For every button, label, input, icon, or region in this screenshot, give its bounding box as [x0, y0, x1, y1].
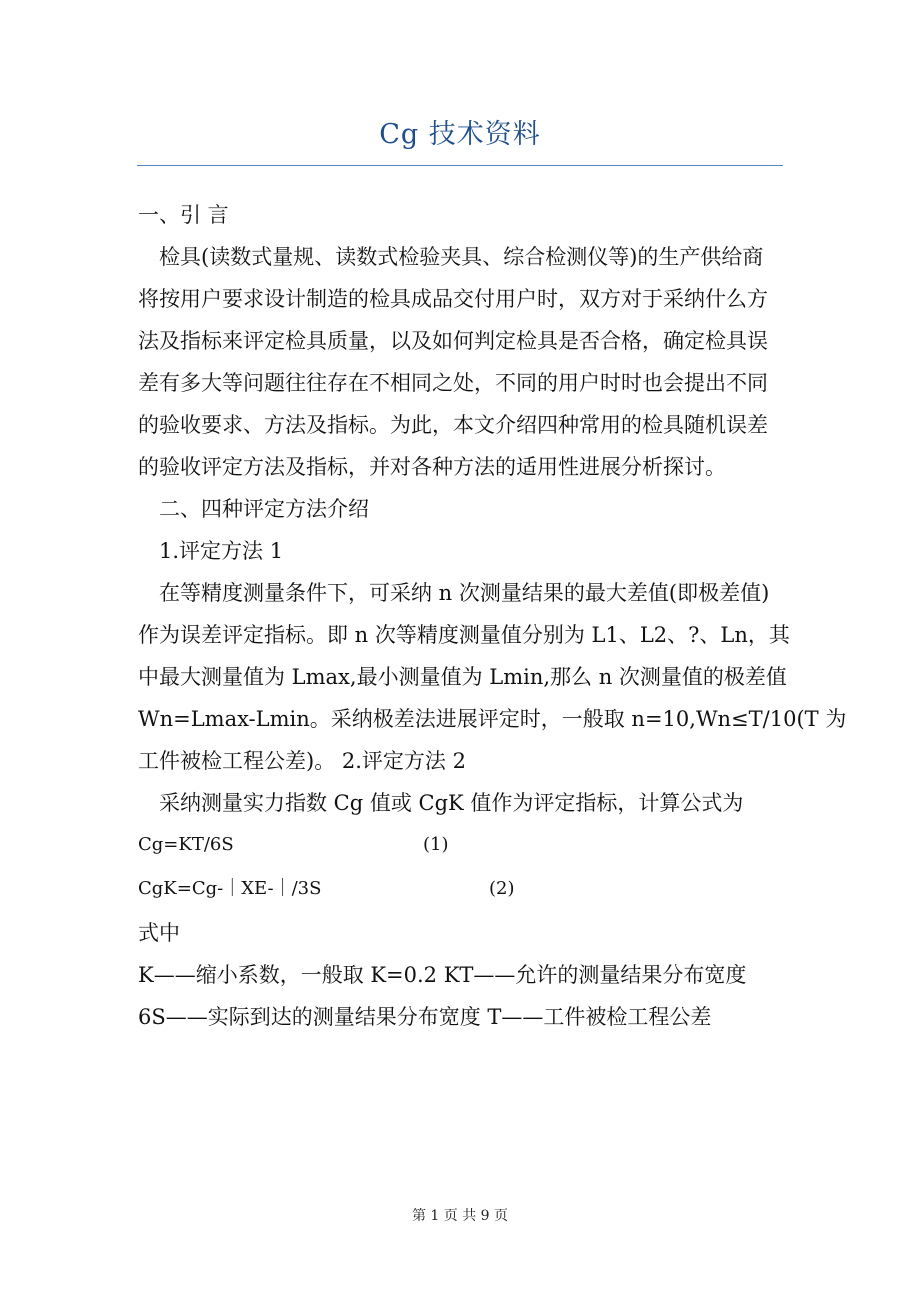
body-line: 法及指标来评定检具质量，以及如何判定检具是否合格，确定检具误 — [138, 329, 768, 353]
formula-expression: CgK=Cg-｜XE-｜/3S — [138, 878, 322, 899]
body-line: 的验收要求、方法及指标。为此，本文介绍四种常用的检具随机误差 — [138, 413, 768, 437]
formula-row — [138, 824, 783, 868]
formula-row — [138, 868, 783, 912]
body-line: 采纳测量实力指数 Cg 值或 CgK 值作为评定指标，计算公式为 — [159, 791, 744, 815]
body-line: 工件被检工程公差)。 2.评定方法 2 — [138, 749, 466, 773]
body-line: Wn=Lmax-Lmin。采纳极差法进展评定时，一般取 n=10,Wn≤T/10(T 为 — [138, 707, 847, 731]
body-line: 的验收评定方法及指标，并对各种方法的适用性进展分析探讨。 — [138, 455, 726, 479]
page-title: Cg 技术资料 — [379, 119, 541, 150]
body-line: 中最大测量值为 Lmax,最小测量值为 Lmin,那么 n 次测量值的极差值 — [138, 665, 787, 689]
section-heading-methods: 二、四种评定方法介绍 — [159, 497, 369, 521]
formula-number: (2) — [489, 878, 515, 899]
document-body — [138, 194, 847, 1038]
body-line: 差有多大等问题往往存在不相同之处，不同的用户时时也会提出不同 — [138, 371, 768, 395]
body-line: 作为误差评定指标。即 n 次等精度测量值分别为 L1、L2、?、Ln，其 — [138, 623, 790, 647]
subsection-heading-method-1: 1.评定方法 1 — [159, 539, 284, 563]
body-line: 检具(读数式量规、读数式检验夹具、综合检测仪等)的生产供给商 — [159, 245, 764, 269]
page-footer: 第 1 页 共 9 页 — [411, 1208, 509, 1224]
where-label: 式中 — [138, 921, 180, 945]
formula-number: (1) — [423, 834, 449, 855]
body-line: 将按用户要求设计制造的检具成品交付用户时，双方对于采纳什么方 — [138, 287, 768, 311]
title-divider — [137, 165, 783, 166]
body-line: 在等精度测量条件下，可采纳 n 次测量结果的最大差值(即极差值) — [159, 581, 770, 605]
definition-line: K——缩小系数，一般取 K=0.2 KT——允许的测量结果分布宽度 — [138, 963, 747, 987]
section-heading-intro: 一、引 言 — [138, 203, 229, 227]
definition-line: 6S——实际到达的测量结果分布宽度 T——工件被检工程公差 — [138, 1005, 712, 1029]
formula-expression: Cg=KT/6S — [138, 834, 234, 855]
